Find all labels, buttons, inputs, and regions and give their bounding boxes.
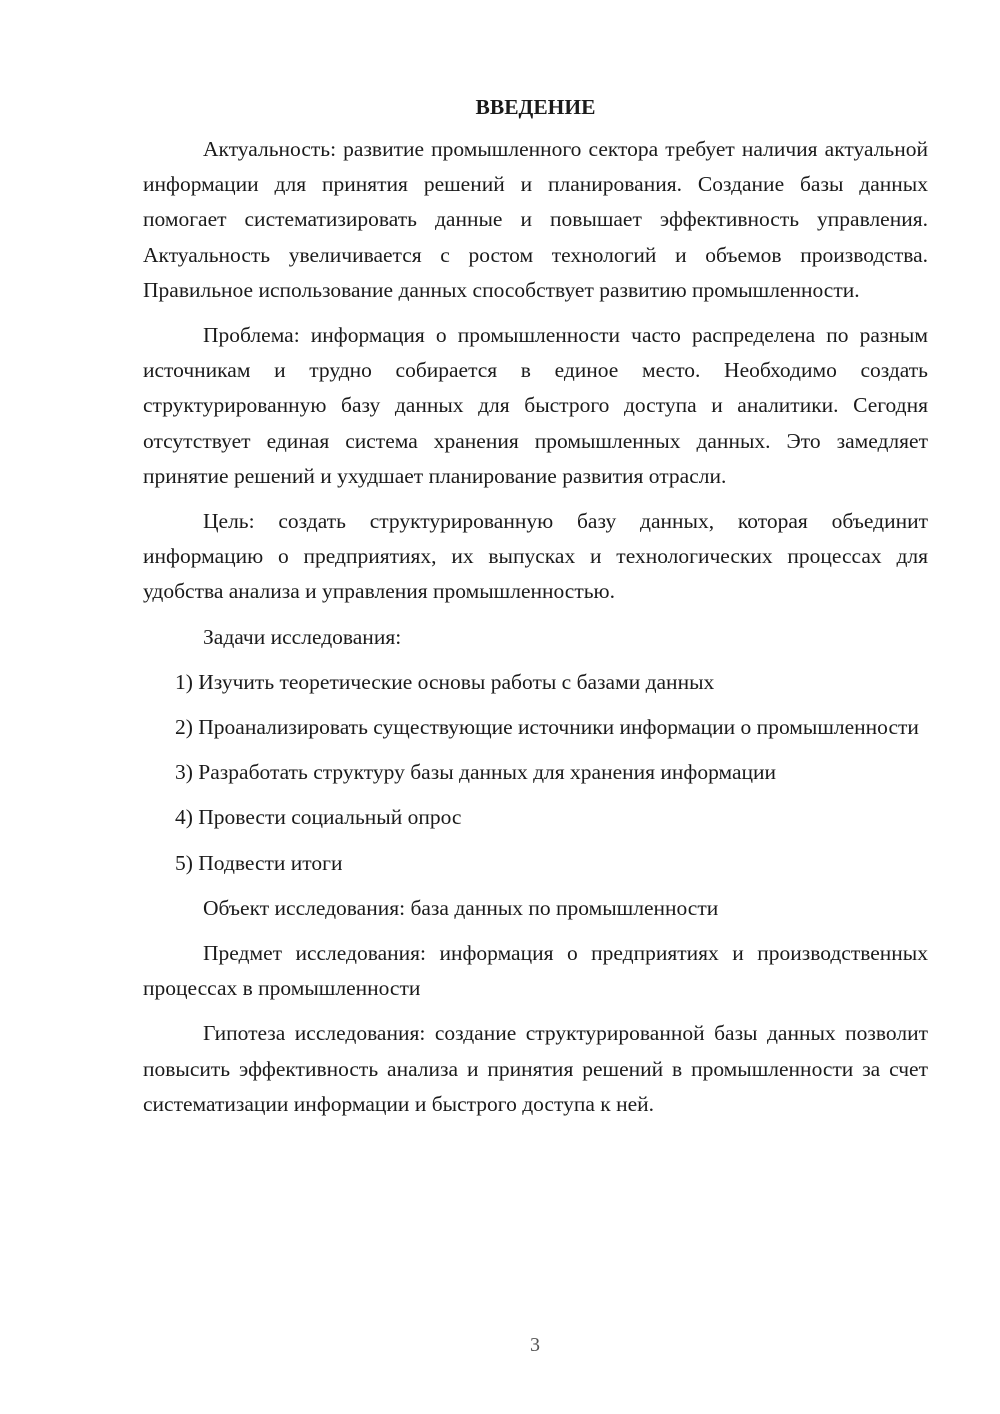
subject-paragraph: Предмет исследования: информация о предприятиях и производственных процессах в промышленности	[143, 941, 928, 1001]
relevance-paragraph: Актуальность: развитие промышленного сектора требует наличия актуальной информации для принятия решений и планирования. Создание базы данных помогает систематизировать данные и повышает эффективность управления. Актуальность увеличивается с ростом технологий и объемов производства. Правильное использование данных способствует развитию промышленности.	[143, 137, 928, 302]
goal-paragraph: Цель: создать структурированную базу данных, которая объединит информацию о предприятиях, их выпусках и технологических процессах для удобства анализа и управления промышленностью.	[143, 509, 928, 604]
task-item-2: 2) Проанализировать существующие источники информации о промышленности	[175, 715, 919, 740]
object-paragraph: Объект исследования: база данных по промышленности	[203, 895, 719, 920]
page-number: 3	[530, 1334, 540, 1356]
task-list	[143, 665, 928, 881]
document-page	[143, 90, 928, 1132]
task-item-4: 4) Провести социальный опрос	[175, 805, 462, 830]
task-item-3: 3) Разработать структуру базы данных для хранения информации	[175, 760, 777, 785]
section-heading: ВВЕДЕНИЕ	[475, 95, 596, 119]
task-item-5: 5) Подвести итоги	[175, 850, 343, 875]
hypothesis-paragraph: Гипотеза исследования: создание структурированной базы данных позволит повысить эффективность анализа и принятия решений в промышленности за счет систематизации информации и быстрого доступа к ней.	[143, 1021, 928, 1116]
tasks-intro: Задачи исследования:	[203, 624, 402, 649]
task-item-1: 1) Изучить теоретические основы работы с базами данных	[175, 669, 715, 694]
problem-paragraph: Проблема: информация о промышленности часто распределена по разным источникам и трудно собирается в единое место. Необходимо создать структурированную базу данных для быстрого доступа и аналитики. Сегодня отсутствует единая система хранения промышленных данных. Это замедляет принятие решений и ухудшает планирование развития отрасли.	[143, 323, 928, 488]
